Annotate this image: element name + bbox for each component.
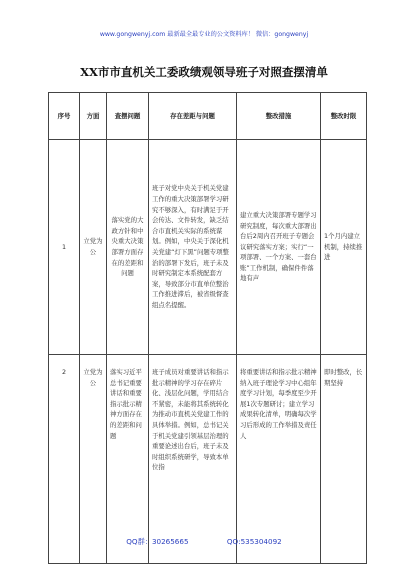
checklist-table [48,92,367,564]
row-issue: 落实党的大政方针和中央重大决策部署方面存在的差距和问题 [107,140,149,355]
table-row [49,140,367,355]
row-index: 2 [49,355,80,564]
column-header-aspect: 方面 [80,93,107,140]
column-header-measure: 整改措施 [237,93,321,140]
row-aspect: 立党为公 [80,355,107,564]
column-header-problem: 存在差距与问题 [149,93,237,140]
row-issue: 落实习近平总书记重要讲话和重要指示批示精神方面存在的差距和问题 [107,355,149,564]
row-measure: 建立重大决策部署专题学习研究制度，每次重大部署出台后2周内召开班子专题会议研究落实方案；实行“一项部署、一个方案、一套台账”工作机制，确保件件落地有声 [237,140,321,355]
column-header-issue: 查摆问题 [107,93,149,140]
site-footer [0,537,408,547]
row-deadline: 即时整改，长期坚持 [321,355,367,564]
row-aspect: 立党为公 [80,140,107,355]
row-problem: 班子成员对重要讲话和指示批示精神的学习存在碎片化、浅层化问题，学用结合不紧密，未能将其系统转化为推动市直机关党建工作的具体举措。例如，总书记关于机关党建引领基层治理的重要论述出台后，班子未及时组织系统研学，导致本单位指 [149,355,237,564]
qq-group-text: QQ群：30265665 [126,537,189,546]
column-header-index: 序号 [49,93,80,140]
document-title: XX市市直机关工委政绩观领导班子对照查摆清单 [80,65,328,79]
table-row [49,355,367,564]
row-measure: 将重要讲话和指示批示精神纳入班子理论学习中心组年度学习计划，每季度至少开展1次专题研讨；建立学习成果转化清单，明确每次学习后形成的工作举措及责任人 [237,355,321,564]
qq-number-text: QQ:535304092 [226,537,282,546]
site-header: www.gongwenyj.com 最新最全最专业的公文资料库！ 微信：gongwenyj [99,31,309,38]
row-problem: 班子对党中央关于机关党建工作的重大决策部署学习研究不够深入，有时满足于开会传达、文件转发，缺乏结合市直机关实际的系统谋划。例如，中央关于深化机关党建“灯下黑”问题专项整治的部署下发后，班子未及时研究制定本系统配套方案，导致部分市直单位整治工作推进滞后，被省级督查组点名提醒。 [149,140,237,355]
row-deadline: 1个月内建立机制，持续推进 [321,140,367,355]
table-header-row [49,93,367,140]
row-index: 1 [49,140,80,355]
column-header-deadline: 整改时限 [321,93,367,140]
